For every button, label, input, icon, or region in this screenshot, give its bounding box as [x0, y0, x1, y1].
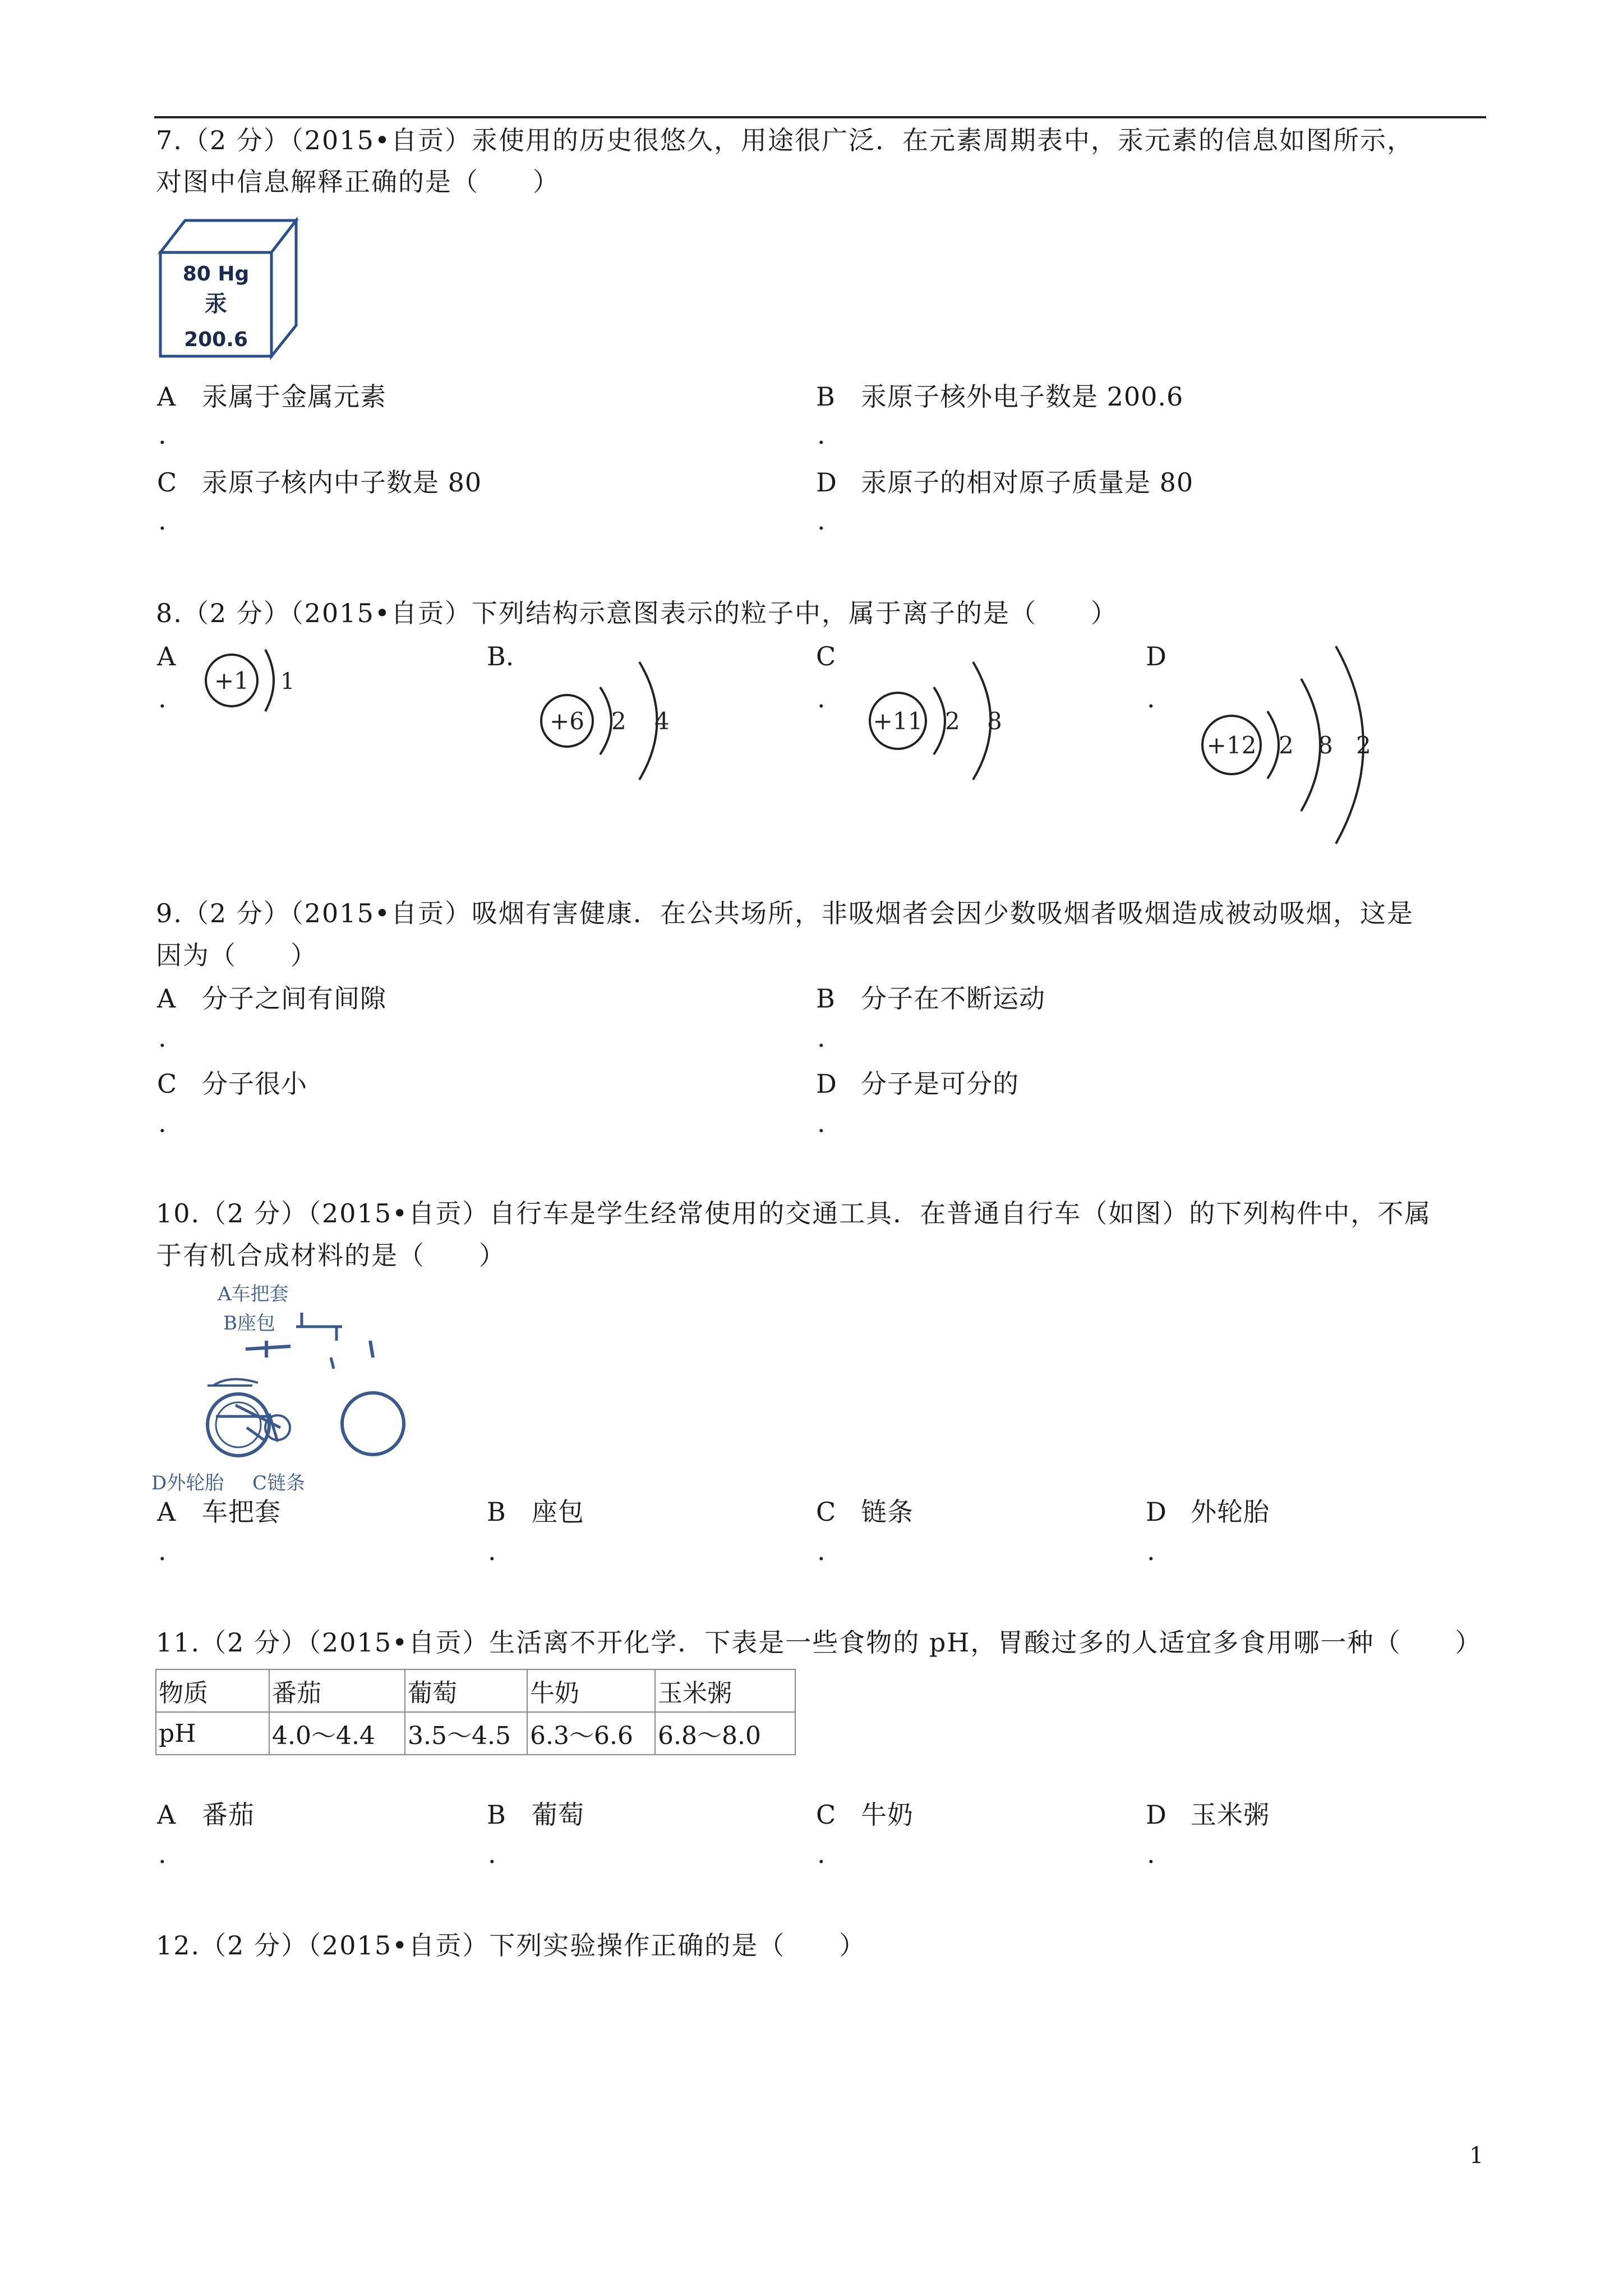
q10-stem-line2: 于有机合成材料的是（ ） [156, 1240, 506, 1271]
bike-label-c: C链条 [252, 1472, 306, 1494]
q9-option-b-letter: B [816, 983, 835, 1014]
mercury-element-card [157, 216, 303, 367]
q10-option-d-letter: D [1146, 1497, 1166, 1527]
q8-option-b-letter[interactable]: B. [487, 641, 514, 671]
q10-option-b[interactable]: 座包 [532, 1497, 584, 1527]
q8-d-shell2: 8 [1318, 731, 1333, 759]
q9-option-a[interactable]: 分子之间有间隙 [202, 983, 386, 1014]
q11-option-d[interactable]: 玉米粥 [1191, 1800, 1270, 1830]
ph-table-cell: 6.8～8.0 [655, 1712, 795, 1755]
exam-page: 7.（2 分）（2015•自贡）汞使用的历史很悠久，用途很广泛．在元素周期表中，汞元素的信息如图所示， 对图中信息解释正确的是（ ） 80 Hg 汞 200.6 A 汞属于金属元素 . B 汞原子核外电子数是 200.6 . C 汞原子核内中子数是 80 . D 汞原子的相对原子质量是 80 . 8.（2 分）（2015•自贡）下列结构示意图表示的粒子中，属于离子的是（ ） A . +1 1 B. +6 2 4 C . +11 2 8 D . +12 2 8 2 9.（2 分）（2015•自贡）吸烟有害健康．在公共场所，非吸烟者会因少数吸烟者吸烟造成被动吸烟，这是 因为（ ） A 分子之间有间隙 . B 分子在不断运动 . C 分子很小 . D 分子是可分的 . 10.（2 分）（2015•自贡）自行车是学生经常使用的交通工具．在普通自行车（如图）的下列构件中，不属 于有机合成材料的是（ ） A车把套 B座包 D外轮胎 C链条 A 车把套 . B 座包 . C 链条 . D 外轮胎 . 11.（2 分）（2015•自贡）生活离不开化学．下表是一些食物的 pH，胃酸过多的人适宜多食用哪一种（ ） 物质 番茄 葡萄 牛奶 玉米粥 pH 4.0～4.4 3.5～4.5 6.3～6.6 6.8～8.0 A 番茄 . B 葡萄 . C 牛奶 . D 玉米粥 . 12.（2 分）（2015•自贡）下列实验操作正确的是（ ） 1 [0, 0, 1623, 2296]
q8-d-shell1: 2 [1279, 731, 1294, 759]
ph-table-header: 玉米粥 [655, 1669, 795, 1712]
ph-table-cell: 4.0～4.4 [269, 1712, 405, 1755]
page-number: 1 [1469, 2143, 1484, 2169]
q12-stem: 12.（2 分）（2015•自贡）下列实验操作正确的是（ ） [156, 1930, 866, 1961]
q7-option-b[interactable]: 汞原子核外电子数是 200.6 [861, 381, 1184, 412]
q9-stem-line2: 因为（ ） [156, 940, 317, 970]
q11-option-b-letter: B [487, 1800, 506, 1830]
q11-stem: 11.（2 分）（2015•自贡）生活离不开化学．下表是一些食物的 pH，胃酸过多的人适宜多食用哪一种（ ） [156, 1627, 1482, 1658]
q7-option-d-letter: D [816, 467, 837, 498]
q11-option-c[interactable]: 牛奶 [861, 1800, 914, 1830]
q8-b-shell1: 2 [611, 707, 626, 735]
header-rule [154, 116, 1486, 118]
ph-table-header-row [156, 1669, 795, 1712]
q9-option-b[interactable]: 分子在不断运动 [861, 983, 1045, 1014]
ph-table-header: 番茄 [269, 1669, 405, 1712]
q8-option-a-diagram[interactable] [199, 639, 300, 724]
q10-option-a-letter: A [157, 1497, 176, 1527]
q11-option-c-letter: C [816, 1800, 836, 1830]
q10-option-c[interactable]: 链条 [861, 1497, 914, 1527]
q8-b-nucleus: +6 [550, 707, 584, 735]
q9-option-d-letter: D [816, 1069, 837, 1099]
ph-table-cell: pH [156, 1712, 269, 1755]
q8-d-shell3: 2 [1356, 731, 1371, 759]
element-name: 汞 [205, 291, 227, 317]
q7-option-a-letter: A [157, 381, 176, 412]
q7-stem-line1: 7.（2 分）（2015•自贡）汞使用的历史很悠久，用途很广泛．在元素周期表中，汞元素的信息如图所示， [156, 125, 1414, 155]
q8-option-d-letter[interactable]: D [1146, 641, 1166, 671]
q7-option-a[interactable]: 汞属于金属元素 [202, 381, 386, 412]
q9-stem-line1: 9.（2 分）（2015•自贡）吸烟有害健康．在公共场所，非吸烟者会因少数吸烟者吸烟造成被动吸烟，这是 [156, 898, 1414, 928]
q10-stem-line1: 10.（2 分）（2015•自贡）自行车是学生经常使用的交通工具．在普通自行车（如图）的下列构件中，不属 [156, 1198, 1432, 1228]
q9-option-a-letter: A [157, 983, 176, 1014]
q8-option-c-letter[interactable]: C [816, 641, 836, 671]
q10-option-c-letter: C [816, 1497, 836, 1527]
q8-stem: 8.（2 分）（2015•自贡）下列结构示意图表示的粒子中，属于离子的是（ ） [156, 598, 1118, 628]
element-number-symbol: 80 Hg [182, 263, 250, 286]
bicycle-figure [151, 1273, 421, 1498]
q8-d-nucleus: +12 [1206, 731, 1257, 759]
q7-option-d[interactable]: 汞原子的相对原子质量是 80 [861, 467, 1194, 498]
ph-table-row [156, 1712, 795, 1755]
q11-option-a-letter: A [157, 1800, 176, 1830]
q8-a-nucleus: +1 [214, 667, 249, 694]
q9-option-c-letter: C [157, 1069, 177, 1099]
element-mass: 200.6 [184, 328, 248, 351]
q11-option-a[interactable]: 番茄 [202, 1800, 255, 1830]
q8-a-shell1: 1 [280, 669, 295, 694]
ph-table [155, 1669, 796, 1755]
q7-option-c[interactable]: 汞原子核内中子数是 80 [202, 467, 482, 498]
q7-stem-line2: 对图中信息解释正确的是（ ） [156, 167, 560, 197]
q10-option-a[interactable]: 车把套 [202, 1497, 281, 1527]
q8-c-shell1: 2 [945, 707, 960, 735]
ph-table-cell: 6.3～6.6 [527, 1712, 655, 1755]
ph-table-header: 牛奶 [527, 1669, 655, 1712]
bike-label-b: B座包 [223, 1312, 275, 1335]
q8-option-b-diagram[interactable] [530, 645, 681, 797]
q8-option-c-diagram[interactable] [861, 645, 1012, 797]
bike-label-d: D外轮胎 [151, 1472, 224, 1494]
q8-b-shell2: 4 [654, 707, 670, 735]
q10-option-d[interactable]: 外轮胎 [1191, 1497, 1270, 1527]
q7-option-b-letter: B [816, 381, 835, 412]
q9-option-d[interactable]: 分子是可分的 [861, 1069, 1019, 1099]
q8-c-nucleus: +11 [873, 707, 923, 735]
ph-table-header: 葡萄 [405, 1669, 527, 1712]
q11-option-d-letter: D [1146, 1800, 1166, 1830]
ph-table-header: 物质 [156, 1669, 269, 1712]
q10-option-b-letter: B [487, 1497, 506, 1527]
ph-table-cell: 3.5～4.5 [405, 1712, 527, 1755]
q8-option-a-letter[interactable]: A [157, 641, 176, 671]
q8-c-shell2: 8 [987, 707, 1002, 735]
q11-option-b[interactable]: 葡萄 [532, 1800, 584, 1830]
q8-option-d-diagram[interactable] [1189, 639, 1391, 847]
q9-option-c[interactable]: 分子很小 [202, 1069, 307, 1099]
bike-label-a: A车把套 [218, 1283, 289, 1305]
q7-option-c-letter: C [157, 467, 177, 498]
